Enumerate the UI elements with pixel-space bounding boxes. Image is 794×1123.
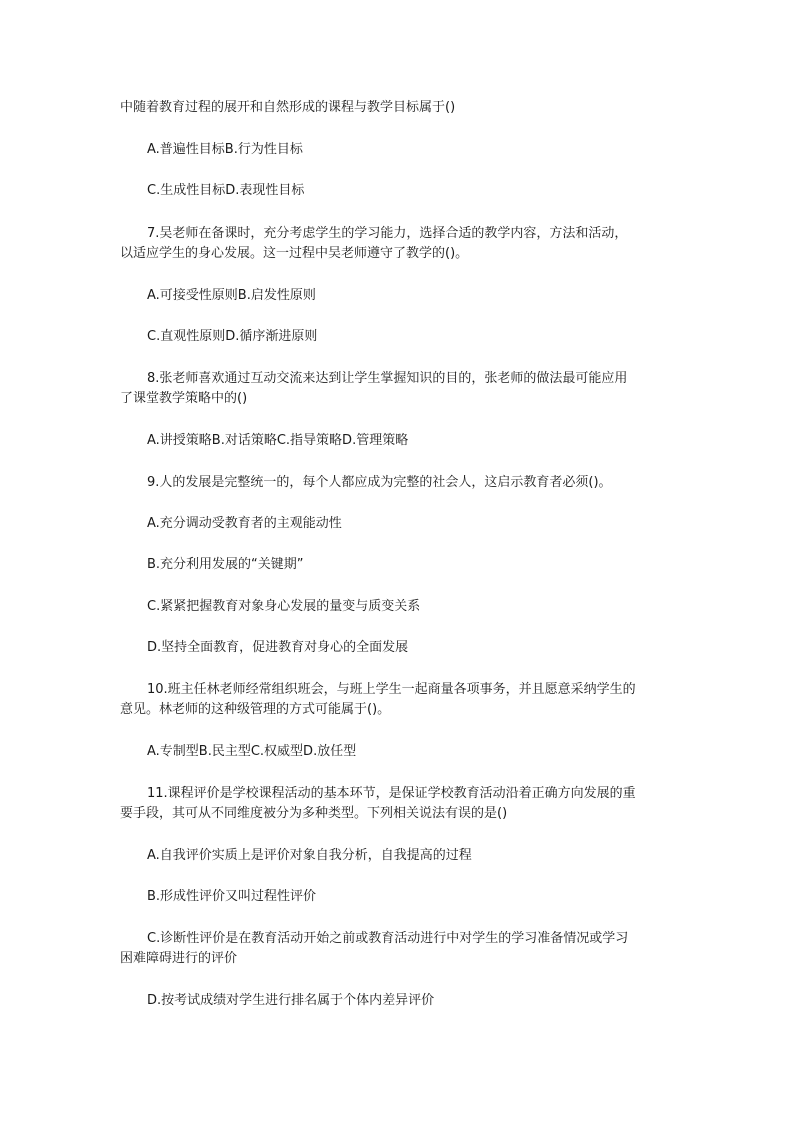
- text-line: 9.人的发展是完整统一的，每个人都应成为完整的社会人，这启示教育者必须()。: [147, 475, 612, 490]
- text-line: A.专制型B.民主型C.权威型D.放任型: [147, 744, 357, 759]
- text-line: B.充分利用发展的“关键期”: [147, 557, 304, 572]
- text-line: B.形成性评价又叫过程性评价: [147, 889, 317, 904]
- text-line: 以适应学生的身心发展。这一过程中吴老师遵守了教学的()。: [120, 246, 469, 261]
- text-line: A.自我评价实质上是评价对象自我分析，自我提高的过程: [147, 848, 472, 863]
- text-line: 要手段，其可从不同维度被分为多种类型。下列相关说法有误的是(): [120, 806, 508, 821]
- text-line: C.诊断性评价是在教育活动开始之前或教育活动进行中对学生的学习准备情况或学习: [147, 931, 629, 946]
- text-line: 11.课程评价是学校课程活动的基本环节，是保证学校教育活动沿着正确方向发展的重: [147, 786, 636, 801]
- text-line: 了课堂教学策略中的(): [120, 391, 248, 406]
- text-line: 8.张老师喜欢通过互动交流来达到让学生掌握知识的目的，张老师的做法最可能应用: [147, 371, 628, 386]
- text-line: C.直观性原则D.循序渐进原则: [147, 329, 318, 344]
- text-line: 意见。林老师的这种级管理的方式可能属于()。: [120, 702, 391, 717]
- text-line: 7.吴老师在备课时，充分考虑学生的学习能力，选择合适的教学内容，方法和活动，: [147, 226, 628, 241]
- text-line: 10.班主任林老师经常组织班会，与班上学生一起商量各项事务，并且愿意采纳学生的: [147, 682, 636, 697]
- text-line: C.紧紧把握教育对象身心发展的量变与质变关系: [147, 599, 421, 614]
- text-line: A.普遍性目标B.行为性目标: [147, 142, 303, 157]
- text-line: 中随着教育过程的展开和自然形成的课程与教学目标属于(): [120, 100, 456, 115]
- text-line: D.按考试成绩对学生进行排名属于个体内差异评价: [147, 993, 435, 1008]
- text-line: A.可接受性原则B.启发性原则: [147, 288, 316, 303]
- text-line: A.讲授策略B.对话策略C.指导策略D.管理策略: [147, 433, 409, 448]
- text-line: C.生成性目标D.表现性目标: [147, 183, 305, 198]
- text-line: 困难障碍进行的评价: [120, 951, 238, 966]
- text-line: D.坚持全面教育，促进教育对身心的全面发展: [147, 640, 409, 655]
- text-line: A.充分调动受教育者的主观能动性: [147, 516, 342, 531]
